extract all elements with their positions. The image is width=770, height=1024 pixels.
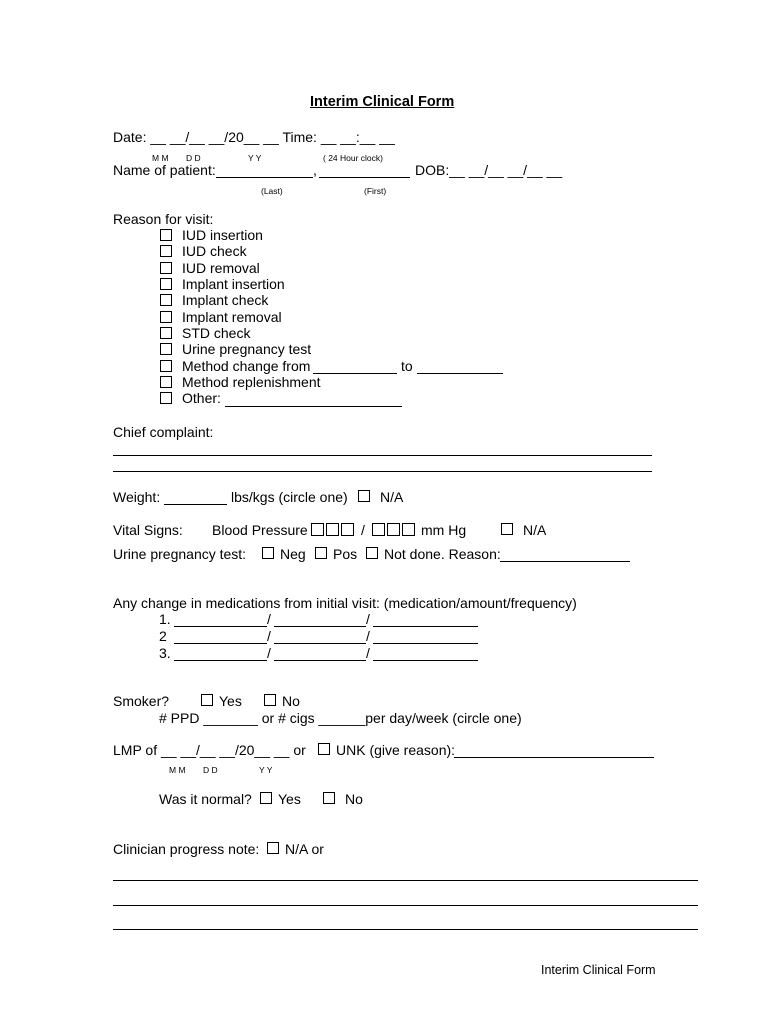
reason-option-implant-check: Implant check [182, 292, 269, 308]
date-hint-month: M M [152, 153, 169, 163]
vital-signs-label: Vital Signs: [113, 522, 183, 538]
reason-checkbox-other[interactable] [160, 392, 172, 404]
smoker-no-checkbox[interactable] [264, 694, 276, 706]
bp-diastolic-digit-3[interactable] [402, 523, 415, 536]
reason-checkbox-iud-removal[interactable] [160, 262, 172, 274]
progress-note-line-1[interactable] [113, 880, 698, 881]
patient-name-label: Name of patient: [113, 162, 216, 178]
reason-option-urine-pregnancy: Urine pregnancy test [182, 341, 312, 357]
lmp-normal-yes-label: Yes [278, 791, 301, 807]
reason-checkbox-implant-removal[interactable] [160, 311, 172, 323]
reason-option-std-check: STD check [182, 325, 251, 341]
progress-note-line-2[interactable] [113, 905, 698, 906]
med-1-amount[interactable] [274, 626, 366, 627]
smoker-label: Smoker? [113, 693, 170, 709]
med-1-sep-b: / [366, 611, 370, 627]
lmp-normal-yes-checkbox[interactable] [260, 792, 272, 804]
med-2-medication[interactable] [174, 643, 267, 644]
progress-note-line-3[interactable] [113, 929, 698, 930]
lmp-unk-checkbox[interactable] [318, 743, 330, 755]
med-row-number-1: 1. [159, 611, 171, 627]
reason-option-method-replenishment: Method replenishment [182, 374, 321, 390]
dob-line[interactable]: DOB:__ __/__ __/__ __ [415, 162, 563, 178]
weight-na-checkbox[interactable] [358, 490, 370, 502]
lmp-hint-month: M M [169, 765, 186, 775]
last-name-field[interactable] [216, 177, 313, 178]
reason-option-iud-removal: IUD removal [182, 260, 260, 276]
time-hint: ( 24 Hour clock) [323, 153, 383, 163]
bp-unit: mm Hg [421, 522, 467, 538]
bp-diastolic-digit-2[interactable] [387, 523, 400, 536]
lmp-normal-no-checkbox[interactable] [323, 792, 335, 804]
weight-label: Weight: [113, 489, 161, 505]
chief-complaint-line-1[interactable] [113, 455, 652, 456]
first-name-field[interactable] [319, 177, 410, 178]
reason-option-implant-removal: Implant removal [182, 309, 282, 325]
reason-option-method-change: Method change from [182, 358, 311, 374]
reason-checkbox-iud-insertion[interactable] [160, 229, 172, 241]
upt-not-done-label: Not done. Reason: [384, 546, 501, 562]
date-hint-day: D D [186, 153, 201, 163]
bp-systolic-digit-3[interactable] [341, 523, 354, 536]
smoker-yes-label: Yes [219, 693, 242, 709]
vitals-na-checkbox[interactable] [501, 523, 513, 535]
progress-note-na-label: N/A or [285, 841, 324, 857]
upt-neg-label: Neg [280, 546, 306, 562]
method-change-to-field[interactable] [417, 373, 503, 374]
weight-unit: lbs/kgs (circle one) [231, 489, 348, 505]
reason-checkbox-std-check[interactable] [160, 327, 172, 339]
reason-option-implant-insertion: Implant insertion [182, 276, 285, 292]
blood-pressure-label: Blood Pressure [212, 522, 308, 538]
chief-complaint-line-2[interactable] [113, 471, 652, 472]
upt-reason-field[interactable] [500, 561, 630, 562]
smoker-no-label: No [282, 693, 300, 709]
method-change-from-field[interactable] [313, 373, 397, 374]
med-1-sep-a: / [267, 611, 271, 627]
method-change-to-label: to [401, 358, 413, 374]
other-reason-field[interactable] [225, 406, 402, 407]
date-time-line[interactable]: Date: __ __/__ __/20__ __ Time: __ __:__ __ [113, 129, 395, 145]
weight-field[interactable] [164, 504, 227, 505]
lmp-normal-no-label: No [345, 791, 363, 807]
reason-option-iud-insertion: IUD insertion [182, 227, 263, 243]
upt-not-done-checkbox[interactable] [366, 547, 378, 559]
reason-checkbox-urine-pregnancy[interactable] [160, 343, 172, 355]
med-row-number-2: 2 [159, 628, 167, 644]
progress-note-label: Clinician progress note: [113, 841, 260, 857]
reason-checkbox-method-change[interactable] [160, 360, 172, 372]
upt-neg-checkbox[interactable] [262, 547, 274, 559]
reason-checkbox-method-replenishment[interactable] [160, 376, 172, 388]
meds-label: Any change in medications from initial visit: (medication/amount/frequency) [113, 595, 577, 611]
reason-option-other: Other: [182, 390, 221, 406]
date-hint-year: Y Y [248, 153, 262, 163]
med-row-number-3: 3. [159, 645, 171, 661]
med-2-amount[interactable] [274, 643, 366, 644]
form-title: Interim Clinical Form [310, 94, 455, 110]
bp-systolic-digit-2[interactable] [326, 523, 339, 536]
lmp-hint-year: Y Y [259, 765, 273, 775]
bp-slash: / [361, 522, 365, 538]
med-1-frequency[interactable] [373, 626, 478, 627]
reason-label: Reason for visit: [113, 211, 214, 227]
med-3-amount[interactable] [274, 660, 366, 661]
footer-form-name: Interim Clinical Form [541, 963, 656, 977]
med-2-sep-a: / [267, 628, 271, 644]
weight-na-label: N/A [380, 489, 404, 505]
med-2-frequency[interactable] [373, 643, 478, 644]
bp-diastolic-digit-1[interactable] [372, 523, 385, 536]
bp-systolic-digit-1[interactable] [311, 523, 324, 536]
vitals-na-label: N/A [523, 522, 547, 538]
med-1-medication[interactable] [174, 626, 267, 627]
reason-checkbox-implant-insertion[interactable] [160, 278, 172, 290]
patient-name-separator: , [313, 162, 317, 178]
lmp-unk-reason-field[interactable] [454, 757, 654, 758]
upt-pos-checkbox[interactable] [315, 547, 327, 559]
lmp-hint-day: D D [203, 765, 218, 775]
reason-option-iud-check: IUD check [182, 243, 247, 259]
med-2-sep-b: / [366, 628, 370, 644]
last-name-hint: (Last) [261, 186, 283, 196]
upt-pos-label: Pos [333, 546, 358, 562]
first-name-hint: (First) [364, 186, 387, 196]
lmp-unk-label: UNK (give reason): [336, 742, 456, 758]
smoker-yes-checkbox[interactable] [201, 694, 213, 706]
med-3-sep-b: / [366, 645, 370, 661]
smoking-amount-line[interactable]: # PPD _______ or # cigs ______per day/week (circle one) [159, 710, 522, 726]
reason-checkbox-iud-check[interactable] [160, 245, 172, 257]
chief-complaint-label: Chief complaint: [113, 424, 214, 440]
lmp-line[interactable]: LMP of __ __/__ __/20__ __ or [113, 742, 306, 758]
progress-note-na-checkbox[interactable] [267, 842, 279, 854]
med-3-medication[interactable] [174, 660, 267, 661]
med-3-frequency[interactable] [373, 660, 478, 661]
lmp-normal-question: Was it normal? [159, 791, 252, 807]
reason-checkbox-implant-check[interactable] [160, 294, 172, 306]
med-3-sep-a: / [267, 645, 271, 661]
upt-label: Urine pregnancy test: [113, 546, 247, 562]
